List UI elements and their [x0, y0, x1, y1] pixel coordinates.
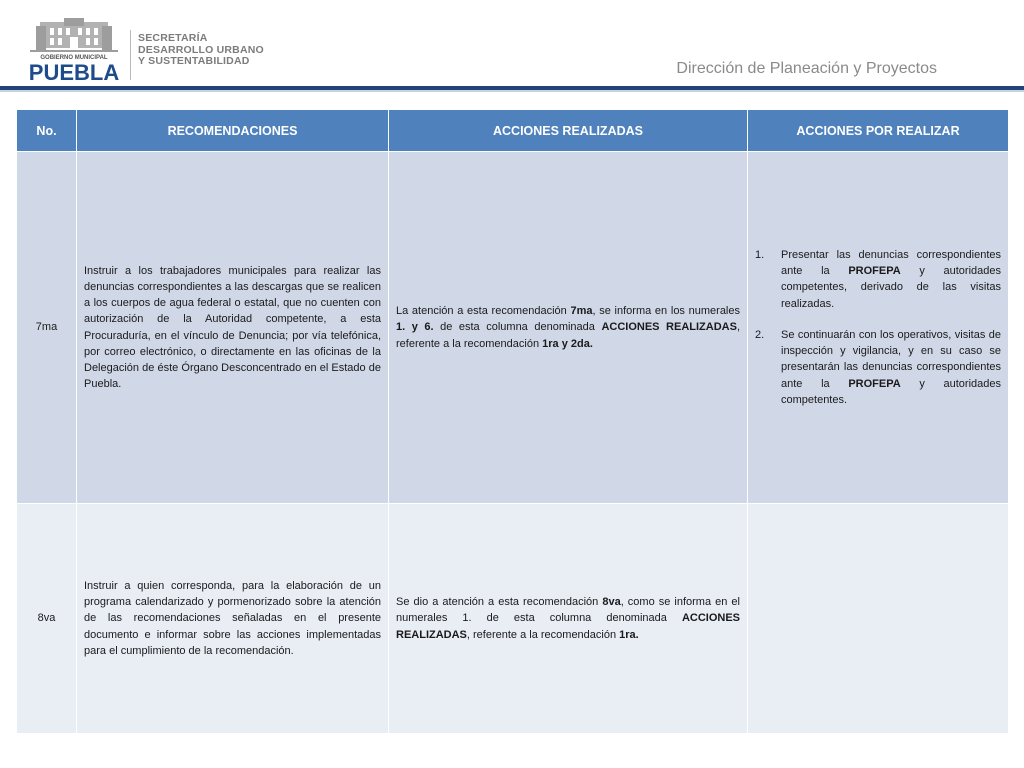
- text-run: , referente a la recomendación: [396, 321, 740, 350]
- header-divider: [130, 30, 131, 80]
- text-run: , referente a la recomendación: [466, 628, 620, 641]
- table-row: [17, 152, 1009, 504]
- acciones-por-realizar-cell: [748, 152, 1009, 504]
- list-number: 1.: [755, 249, 765, 262]
- text-run: , como se informa en el numerales 1. de esta columna denominada: [396, 596, 740, 625]
- text-run: Se continuarán con los operativos, visitas de inspección y vigilancia, y en su caso se presentarán las denuncias correspondientes ante la: [781, 328, 1001, 390]
- column-header-no: No.: [17, 110, 77, 152]
- text-run: Se dio a atención a esta recomendación: [396, 596, 603, 609]
- bold-run: PROFEPA: [848, 377, 901, 390]
- text-run: Presentar las denuncias correspondientes ante la: [781, 249, 1001, 278]
- logo-city-text: PUEBLA: [28, 60, 120, 85]
- text-run: , se informa en los numerales: [592, 305, 740, 318]
- secretaria-line: SECRETARÍA: [138, 32, 208, 44]
- list-number: 2.: [755, 328, 765, 341]
- bold-run: ACCIONES REALIZADAS: [396, 612, 740, 641]
- row-number: 7ma: [17, 152, 77, 504]
- secretaria-title: [138, 33, 264, 68]
- bold-run: 8va: [602, 596, 621, 609]
- bold-run: 1ra.: [619, 628, 639, 641]
- recommendations-table: [16, 109, 1009, 734]
- bold-run: PROFEPA: [848, 265, 901, 278]
- acciones-list: [755, 247, 1001, 408]
- acciones-realizadas-cell: [389, 152, 748, 504]
- table-row: [17, 504, 1009, 734]
- header-rule-light: [0, 90, 1024, 92]
- list-item: [755, 247, 1001, 312]
- puebla-logo: [26, 18, 122, 86]
- page-header: [0, 0, 1024, 92]
- direccion-title: Dirección de Planeación y Proyectos: [676, 60, 937, 77]
- recomendacion-cell: Instruir a quien corresponda, para la elaboración de un programa calendarizado y pormenorizado sobre la atención de las recomendaciones señaladas en el presente documento e informar sobre las acciones implementadas para el cumplimiento de la recomendación.: [77, 504, 389, 734]
- text-run: y autoridades competentes.: [781, 377, 1001, 406]
- text-run: La atención a esta recomendación: [396, 305, 571, 318]
- text-run: de esta columna denominada: [433, 321, 602, 334]
- bold-run: 1. y 6.: [396, 321, 434, 334]
- secretaria-line: Y SUSTENTABILIDAD: [138, 55, 250, 67]
- recomendacion-cell: Instruir a los trabajadores municipales para realizar las denuncias correspondientes a las descargas que se realicen a los cuerpos de agua federal o estatal, que no cuenten con autorización de la Autoridad competente, a esta Procuraduría, en el vínculo de Denuncia; por vía telefónica, por correo electrónico, o directamente en las oficinas de la Delegación de éste Órgano Desconcentrado en el Estado de Puebla.: [77, 152, 389, 504]
- bold-run: 7ma: [570, 305, 593, 318]
- acciones-realizadas-cell: [389, 504, 748, 734]
- secretaria-line: DESARROLLO URBANO: [138, 43, 264, 56]
- bold-run: 1ra y 2da.: [542, 337, 593, 350]
- table-header-row: [17, 110, 1009, 152]
- acciones-por-realizar-cell: [748, 504, 1009, 734]
- row-number: 8va: [17, 504, 77, 734]
- column-header-acciones-por-realizar: ACCIONES POR REALIZAR: [748, 110, 1009, 152]
- text-run: y autoridades competentes, derivado de las visitas realizadas.: [781, 265, 1001, 310]
- bold-run: ACCIONES REALIZADAS: [601, 321, 737, 334]
- column-header-acciones-realizadas: ACCIONES REALIZADAS: [389, 110, 748, 152]
- logo-small-text: GOBIERNO MUNICIPAL: [40, 55, 108, 61]
- list-text: [781, 247, 1001, 312]
- list-item: [755, 327, 1001, 408]
- column-header-recomendaciones: RECOMENDACIONES: [77, 110, 389, 152]
- list-text: [781, 327, 1001, 408]
